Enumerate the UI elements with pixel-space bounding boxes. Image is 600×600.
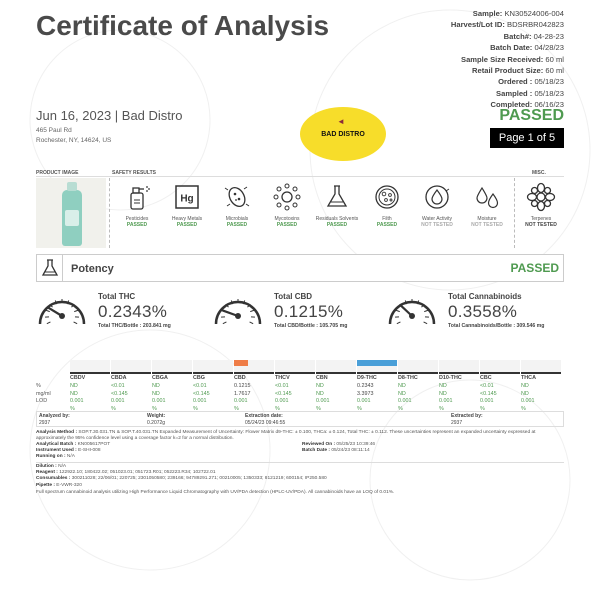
cannabinoid-table	[36, 375, 564, 412]
consumables-label: Consumables :	[36, 476, 71, 482]
cannabinoid-mgml: 1.7617	[234, 390, 251, 397]
cannabinoid-bar	[275, 360, 315, 374]
cannabinoid-column	[439, 375, 483, 413]
potency-gauge-icon	[386, 290, 438, 330]
running-value: N/A	[66, 454, 75, 460]
cannabinoid-name: THCV	[275, 375, 290, 381]
analysis-info-value: 2937	[451, 419, 463, 426]
cannabinoid-lod: 0.001	[234, 398, 248, 404]
analysis-method	[36, 430, 564, 442]
cannabinoid-unit: %	[521, 405, 526, 412]
safety-item	[162, 178, 212, 228]
meta-label: Sample Size Received:	[461, 54, 546, 64]
misc-status: NOT TESTED	[525, 222, 557, 228]
address-line-2: Rochester, NY, 14624, US	[36, 137, 112, 144]
meta-label: Batch Date:	[490, 43, 535, 53]
meta-row	[451, 54, 564, 65]
microbe-icon	[222, 182, 252, 212]
cannabinoid-unit: %	[70, 405, 75, 412]
potency-flask-icon	[37, 255, 63, 281]
footer-note: Full spectrum cannabinoid analysis utilizing High Performance Liquid Chromatography with UV/PDA detection (HPLC-UV/PDA). All cannabinoids have an LOQ of 0.01%.	[36, 490, 395, 495]
cannabinoid-unit: %	[152, 405, 157, 412]
sample-meta	[451, 8, 564, 111]
cannabinoid-unit: %	[357, 405, 362, 412]
cannabinoid-name: CBDA	[111, 375, 127, 381]
cannabinoid-mgml: <0.145	[193, 390, 210, 397]
meta-row	[451, 8, 564, 19]
potency-header	[36, 254, 564, 282]
heavy-metals-icon	[172, 182, 202, 212]
meta-value: 05/18/23	[534, 77, 564, 87]
analysis-info-value: 0.2072g	[147, 419, 166, 426]
meta-value: 06/16/23	[534, 100, 564, 110]
moisture-icon	[472, 182, 502, 212]
cannabinoid-mgml: 3.3973	[357, 390, 374, 397]
review-info	[302, 442, 564, 454]
cannabinoid-bar	[111, 360, 151, 374]
batchdate-value: 05/24/23 08:11:14	[331, 448, 370, 454]
meta-row	[451, 31, 564, 42]
cannabinoid-column	[357, 375, 401, 413]
cannabinoid-mgml: <0.145	[111, 390, 128, 397]
flask-icon	[322, 182, 352, 212]
total-label: Total CBD	[274, 292, 313, 301]
unit-label: mg/ml	[36, 390, 51, 397]
meta-value: 60 ml	[545, 66, 564, 76]
total-per-bottle: Total Cannabinoids/Bottle : 309.546 mg	[448, 323, 545, 329]
analysis-info-label: Weight:	[147, 413, 166, 419]
safety-item-name: Filth	[382, 216, 392, 222]
cannabinoid-lod: 0.001	[111, 398, 125, 404]
cannabinoid-bar	[316, 360, 356, 374]
total-label: Total THC	[98, 292, 136, 301]
client-date-line: Jun 16, 2023 | Bad Distro	[36, 108, 183, 123]
cannabinoid-unit: %	[193, 405, 198, 412]
cannabinoid-unit: %	[439, 405, 444, 412]
misc-terpenes	[518, 178, 564, 228]
cannabinoid-mgml: <0.145	[275, 390, 292, 397]
meta-label: Sampled :	[496, 88, 535, 98]
cannabinoid-lod: 0.001	[152, 398, 166, 404]
analysis-info-label: Extraction date:	[245, 413, 283, 419]
cannabinoid-mgml: ND	[521, 390, 529, 397]
client-address	[36, 126, 111, 146]
batch-value: KN005617POT	[77, 442, 111, 447]
cannabinoid-bar	[480, 360, 520, 374]
cannabinoid-unit: %	[111, 405, 116, 412]
cannabinoid-pct: <0.01	[111, 383, 125, 389]
cannabinoid-lod: 0.001	[316, 398, 330, 404]
meta-value: 05/18/23	[534, 88, 564, 98]
cannabinoid-name: D10-THC	[439, 375, 462, 381]
misc-name: Terpenes	[530, 216, 552, 222]
instrument-label: Instrument Used :	[36, 448, 77, 454]
safety-item-name: Heavy Metals	[171, 216, 203, 222]
misc-label: MISC.	[532, 170, 546, 176]
cannabinoid-name: D8-THC	[398, 375, 418, 381]
cannabinoid-pct: 0.1215	[234, 383, 251, 389]
cannabinoid-pct: <0.01	[480, 383, 494, 389]
safety-item-name: Mycotoxins	[274, 216, 300, 222]
meta-row	[451, 19, 564, 30]
analysis-info-cell	[147, 413, 165, 426]
analysis-info-value: 05/24/23 09:46:55	[245, 419, 286, 426]
product-image-label: PRODUCT IMAGE	[36, 170, 79, 176]
logo-text: BAD DISTRO	[321, 131, 365, 138]
section-divider	[36, 176, 564, 177]
running-label: Running on :	[36, 454, 66, 460]
cannabinoid-lod: 0.001	[398, 398, 412, 404]
spray-bottle-icon	[122, 182, 152, 212]
cannabinoid-bar	[193, 360, 233, 374]
cannabinoid-lod: 0.001	[480, 398, 494, 404]
cannabinoid-lod: 0.001	[70, 398, 84, 404]
cannabinoid-column	[316, 375, 360, 413]
cannabinoid-column	[193, 375, 237, 413]
total-per-bottle: Total CBD/Bottle : 105.705 mg	[274, 323, 348, 329]
safety-item	[462, 178, 512, 228]
cannabinoid-bar	[357, 360, 397, 374]
cannabinoid-column	[521, 375, 565, 413]
cannabinoid-name: THCA	[521, 375, 536, 381]
cannabinoid-mgml: ND	[316, 390, 324, 397]
cannabinoid-unit: %	[275, 405, 280, 412]
cannabinoid-name: CBN	[316, 375, 328, 381]
dilution-value: N/A	[58, 464, 67, 469]
terpene-flower-icon	[526, 182, 556, 212]
reagent-info	[36, 464, 564, 489]
meta-value: 04-28-23	[533, 31, 564, 41]
cannabinoid-lod: 0.001	[357, 398, 371, 404]
meta-label: Sample:	[472, 9, 505, 18]
petri-dish-icon	[372, 182, 402, 212]
water-activity-icon	[422, 182, 452, 212]
page-indicator: Page 1 of 5	[490, 128, 564, 148]
cannabinoid-column	[70, 375, 114, 413]
reagent-value: 122922.10; 180422.02; 051023.01; 051723.R01; 052223.R34; 102722.01	[59, 470, 216, 476]
unit-label: LOD	[36, 398, 48, 404]
safety-item-status: NOT TESTED	[421, 222, 453, 228]
total-block	[98, 292, 171, 329]
potency-gauge-icon	[36, 290, 88, 330]
safety-item	[412, 178, 462, 228]
cannabinoid-lod: 0.001	[193, 398, 207, 404]
meta-row	[451, 65, 564, 76]
cannabinoid-pct: ND	[70, 383, 78, 389]
safety-item-name: Residuals Solvents	[315, 216, 359, 222]
total-per-bottle: Total THC/Bottle : 203.841 mg	[98, 323, 171, 329]
meta-row	[451, 88, 564, 99]
cannabinoid-name: CBGA	[152, 375, 168, 381]
bad-distro-logo	[300, 107, 386, 161]
product-image	[36, 178, 106, 248]
cannabinoid-bar	[439, 360, 479, 374]
safety-item	[112, 178, 162, 228]
total-label: Total Cannabinoids	[448, 292, 522, 301]
consumables-value: 300211028; 22/06/01; 220725; 2301050580; 239166; 94789291.271; 00210005; 1350333; 8121219; 600154; IP250.580	[71, 476, 327, 482]
cannabinoid-pct: <0.01	[275, 383, 289, 389]
total-value: 0.2343%	[98, 302, 168, 321]
total-value: 0.3558%	[448, 302, 518, 321]
safety-item-name: Pesticides	[125, 216, 149, 222]
analysis-info-cell	[245, 413, 285, 426]
cannabinoid-pct: ND	[398, 383, 406, 389]
meta-row	[451, 76, 564, 87]
analysis-info-cell	[451, 413, 483, 426]
potency-title: Potency	[71, 263, 114, 275]
cannabinoid-pct: ND	[521, 383, 529, 389]
unit-column	[36, 383, 66, 413]
cannabinoid-column	[111, 375, 155, 413]
overall-status: PASSED	[499, 107, 564, 124]
cannabinoid-bars	[70, 360, 530, 374]
cannabinoid-unit: %	[480, 405, 485, 412]
cannabinoid-lod: 0.001	[439, 398, 453, 404]
meta-row	[451, 42, 564, 53]
cannabinoid-pct: 0.2343	[357, 383, 374, 389]
cannabinoid-column	[275, 375, 319, 413]
method-text: SOP.T.30.031.TN & SOP.T.40.031.TN Expanded Measurement of Uncertainty: Flower Matrix d9-THC: ± 0.100, THCa: ± 0.124, Total THC: ± 0.112. These uncertainties represent an expanded uncertainty expressed at approximately the 95% confidence level using a coverage factor k=2 for a normal distribution.	[36, 430, 536, 442]
safety-item-status: PASSED	[326, 222, 348, 228]
cannabinoid-mgml: ND	[152, 390, 160, 397]
analysis-info	[36, 411, 564, 427]
potency-gauge-icon	[212, 290, 264, 330]
cannabinoid-name: CBDV	[70, 375, 86, 381]
method-label: Analysis Method :	[36, 430, 78, 435]
analysis-info-label: Analyzed by:	[39, 413, 70, 419]
meta-label: Completed:	[490, 100, 535, 110]
meta-label: Harvest/Lot ID:	[450, 20, 507, 30]
cannabinoid-pct: ND	[439, 383, 447, 389]
safety-item-status: PASSED	[376, 222, 398, 228]
cannabinoid-bar	[70, 360, 110, 374]
cannabinoid-unit: %	[316, 405, 321, 412]
cannabinoid-name: CBC	[480, 375, 492, 381]
mycotoxin-icon	[272, 182, 302, 212]
meta-value: 04/28/23	[534, 43, 564, 53]
logo-mark-icon: ◄	[337, 117, 345, 126]
analysis-info-value: 2937	[39, 419, 51, 426]
meta-value: 60 ml	[545, 54, 564, 64]
safety-item-status: PASSED	[176, 222, 198, 228]
safety-item	[312, 178, 362, 228]
bottle-illustration	[62, 190, 82, 246]
cannabinoid-lod: 0.001	[521, 398, 535, 404]
cannabinoid-bar-fill	[234, 360, 248, 366]
cannabinoid-bar	[398, 360, 438, 374]
analysis-info-label: Extracted by:	[451, 413, 483, 419]
total-value: 0.1215%	[274, 302, 344, 321]
safety-item-name: Moisture	[477, 216, 497, 222]
cannabinoid-column	[480, 375, 524, 413]
safety-item	[362, 178, 412, 228]
batchdate-label: Batch Date :	[302, 448, 330, 454]
safety-item	[212, 178, 262, 228]
batch-info	[36, 442, 296, 461]
safety-item-name: Microbials	[225, 216, 249, 222]
potency-status: PASSED	[510, 261, 559, 275]
cannabinoid-unit: %	[234, 405, 239, 412]
cannabinoid-mgml: ND	[439, 390, 447, 397]
cannabinoid-mgml: ND	[70, 390, 78, 397]
address-line-1: 465 Paul Rd	[36, 127, 72, 134]
document-title: Certificate of Analysis	[36, 10, 330, 41]
meta-value: KN30524006-004	[504, 9, 564, 18]
analysis-info-cell	[39, 413, 70, 426]
cannabinoid-unit: %	[398, 405, 403, 412]
safety-item-status: PASSED	[226, 222, 248, 228]
safety-item-status: NOT TESTED	[471, 222, 503, 228]
cannabinoid-column	[152, 375, 196, 413]
cannabinoid-bar	[521, 360, 561, 374]
cannabinoid-lod: 0.001	[275, 398, 289, 404]
cannabinoid-name: D9-THC	[357, 375, 377, 381]
safety-item-status: PASSED	[276, 222, 298, 228]
cannabinoid-name: CBG	[193, 375, 205, 381]
divider-left	[109, 178, 110, 248]
safety-results-label: SAFETY RESULTS	[112, 170, 156, 176]
cannabinoid-pct: ND	[152, 383, 160, 389]
notes-divider	[36, 462, 564, 463]
unit-label: %	[36, 383, 41, 389]
safety-item-name: Water Activity	[421, 216, 453, 222]
pipette-value: E-VWR-320	[56, 482, 82, 488]
cannabinoid-bar-fill	[357, 360, 397, 366]
cannabinoid-pct: ND	[316, 383, 324, 389]
total-block	[448, 292, 544, 329]
cannabinoid-mgml: ND	[398, 390, 406, 397]
dilution-label: Dilution :	[36, 464, 57, 469]
reagent-label: Reagent :	[36, 470, 58, 476]
safety-item-status: PASSED	[126, 222, 148, 228]
safety-results	[112, 178, 514, 248]
cannabinoid-column	[234, 375, 278, 413]
divider-right	[514, 178, 515, 248]
cannabinoid-name: CBD	[234, 375, 246, 381]
cannabinoid-pct: <0.01	[193, 383, 207, 389]
meta-label: Ordered :	[498, 77, 535, 87]
pipette-label: Pipette :	[36, 482, 55, 488]
meta-value: BDSRBR042823	[507, 20, 564, 30]
batch-label: Analytical Batch :	[36, 442, 77, 447]
cannabinoid-bar	[152, 360, 192, 374]
cannabinoid-column	[398, 375, 442, 413]
cannabinoid-bar	[234, 360, 274, 374]
reviewed-label: Reviewed On :	[302, 442, 336, 447]
svg-text:Hg: Hg	[180, 193, 194, 205]
meta-label: Retail Product Size:	[472, 66, 546, 76]
total-block	[274, 292, 347, 329]
safety-item	[262, 178, 312, 228]
cannabinoid-mgml: <0.145	[480, 390, 497, 397]
reviewed-value: 05/25/23 10:39:46	[336, 442, 376, 447]
instrument-value: E-SHI-008	[78, 448, 101, 454]
meta-label: Batch#:	[503, 31, 534, 41]
